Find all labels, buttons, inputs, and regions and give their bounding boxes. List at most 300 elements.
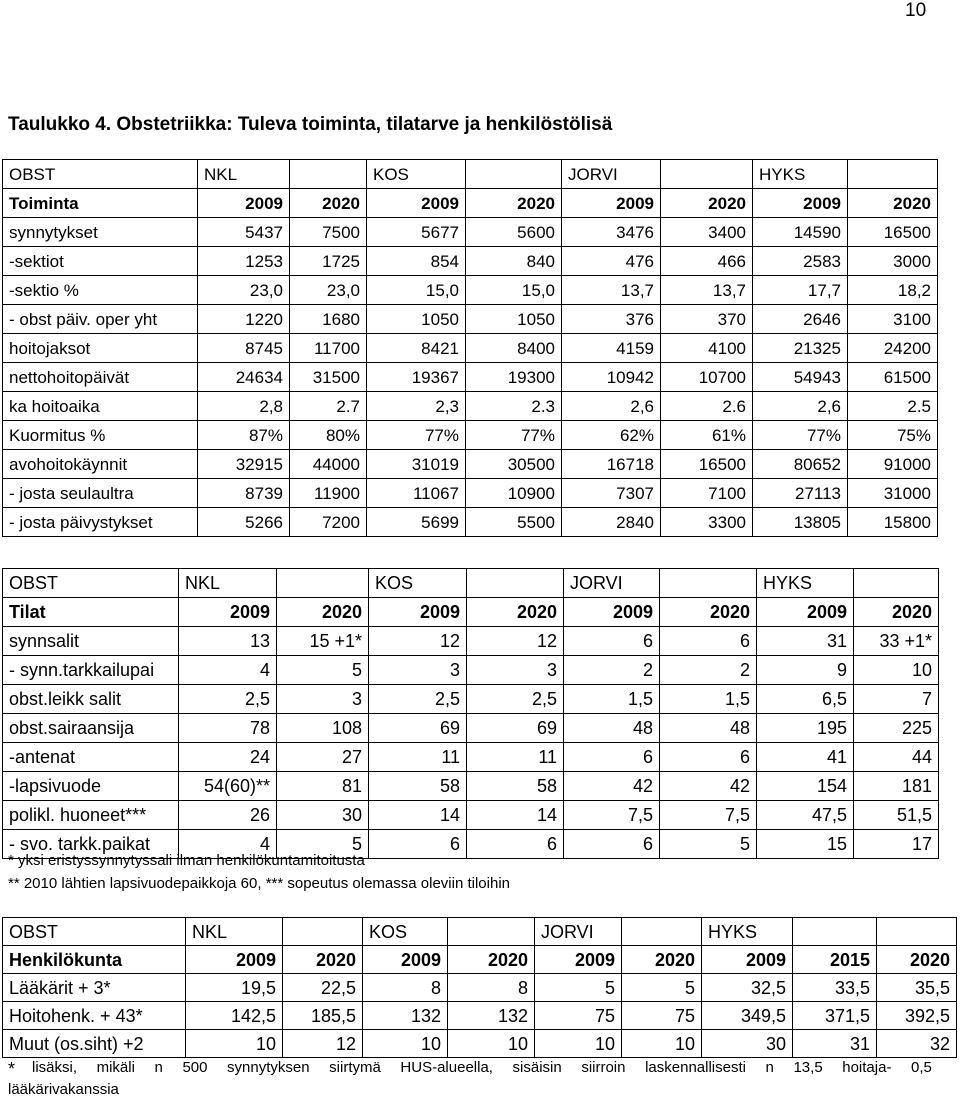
- table-row: [3, 685, 939, 714]
- year-cell: 2009: [198, 189, 290, 218]
- value-cell: 42: [660, 772, 757, 801]
- footnote-word: 0,5: [911, 1059, 932, 1076]
- header-cell: [660, 569, 757, 598]
- value-cell: 30: [277, 801, 369, 830]
- value-cell: 32: [877, 1030, 957, 1058]
- value-cell: 376: [562, 305, 661, 334]
- header-cell: HYKS: [753, 160, 848, 189]
- header-row: [3, 569, 939, 598]
- footnote-word: laskennallisesti: [645, 1059, 746, 1076]
- value-cell: 75: [622, 1002, 702, 1030]
- header-cell: [448, 918, 535, 946]
- value-cell: 10: [535, 1030, 622, 1058]
- row-label: nettohoitopäivät: [3, 363, 198, 392]
- value-cell: 1680: [290, 305, 367, 334]
- footnote-line-1: [32, 1059, 932, 1076]
- value-cell: 3100: [848, 305, 938, 334]
- year-cell: 2020: [854, 598, 939, 627]
- value-cell: 11067: [367, 479, 466, 508]
- value-cell: 3000: [848, 247, 938, 276]
- value-cell: 5: [277, 656, 369, 685]
- value-cell: 31019: [367, 450, 466, 479]
- value-cell: 6: [564, 830, 660, 859]
- value-cell: 466: [661, 247, 753, 276]
- value-cell: 19,5: [186, 974, 283, 1002]
- value-cell: 185,5: [283, 1002, 363, 1030]
- table-row: [3, 1030, 957, 1058]
- value-cell: 2,3: [367, 392, 466, 421]
- value-cell: 42: [564, 772, 660, 801]
- value-cell: 14: [369, 801, 467, 830]
- footnote-word: n: [154, 1059, 163, 1076]
- value-cell: 16718: [562, 450, 661, 479]
- value-cell: 47,5: [757, 801, 854, 830]
- year-cell: 2020: [877, 946, 957, 974]
- value-cell: 6: [660, 743, 757, 772]
- value-cell: 44: [854, 743, 939, 772]
- row-label: Muut (os.siht) +2: [3, 1030, 186, 1058]
- year-cell: 2020: [622, 946, 702, 974]
- year-cell: 2020: [448, 946, 535, 974]
- value-cell: 2,5: [467, 685, 564, 714]
- value-cell: 392,5: [877, 1002, 957, 1030]
- section-label: Toiminta: [3, 189, 198, 218]
- value-cell: 7500: [290, 218, 367, 247]
- value-cell: 77%: [753, 421, 848, 450]
- value-cell: 18,2: [848, 276, 938, 305]
- value-cell: 48: [564, 714, 660, 743]
- row-label: synnsalit: [3, 627, 179, 656]
- row-label: - josta seulaultra: [3, 479, 198, 508]
- value-cell: 30500: [466, 450, 562, 479]
- year-cell: 2020: [283, 946, 363, 974]
- header-row: [3, 918, 957, 946]
- value-cell: 33 +1*: [854, 627, 939, 656]
- header-cell: [622, 918, 702, 946]
- footnote-word: 500: [182, 1059, 208, 1076]
- row-label: -sektio %: [3, 276, 198, 305]
- value-cell: 2583: [753, 247, 848, 276]
- header-cell: [277, 569, 369, 598]
- year-cell: 2009: [757, 598, 854, 627]
- table-row: [3, 276, 938, 305]
- table-row: [3, 1002, 957, 1030]
- row-label: - josta päivystykset: [3, 508, 198, 537]
- header-cell: [661, 160, 753, 189]
- value-cell: 4: [179, 830, 277, 859]
- row-label: polikl. huoneet***: [3, 801, 179, 830]
- value-cell: 2.7: [290, 392, 367, 421]
- value-cell: 16500: [661, 450, 753, 479]
- value-cell: 181: [854, 772, 939, 801]
- value-cell: 6: [369, 830, 467, 859]
- row-label: - svo. tarkk.paikat: [3, 830, 179, 859]
- value-cell: 58: [369, 772, 467, 801]
- year-cell: 2009: [369, 598, 467, 627]
- value-cell: 3476: [562, 218, 661, 247]
- value-cell: 77%: [466, 421, 562, 450]
- header-row: [3, 160, 938, 189]
- header-cell-obst: OBST: [3, 160, 198, 189]
- row-label: - synn.tarkkailupai: [3, 656, 179, 685]
- value-cell: 108: [277, 714, 369, 743]
- value-cell: 2: [660, 656, 757, 685]
- value-cell: 11: [369, 743, 467, 772]
- value-cell: 3: [467, 656, 564, 685]
- value-cell: 5437: [198, 218, 290, 247]
- value-cell: 8739: [198, 479, 290, 508]
- year-cell: 2009: [753, 189, 848, 218]
- table-row: [3, 421, 938, 450]
- header-cell: NKL: [186, 918, 283, 946]
- value-cell: 3300: [661, 508, 753, 537]
- header-cell: JORVI: [535, 918, 622, 946]
- value-cell: 27: [277, 743, 369, 772]
- year-cell: 2009: [363, 946, 448, 974]
- value-cell: 78: [179, 714, 277, 743]
- header-cell: KOS: [363, 918, 448, 946]
- value-cell: 2,5: [369, 685, 467, 714]
- header-cell: [793, 918, 877, 946]
- row-label: -sektiot: [3, 247, 198, 276]
- footnote-word: 13,5: [793, 1059, 823, 1076]
- table-row: [3, 772, 939, 801]
- value-cell: 2,5: [179, 685, 277, 714]
- value-cell: 13805: [753, 508, 848, 537]
- year-cell: 2009: [367, 189, 466, 218]
- page-number: 10: [905, 0, 927, 21]
- value-cell: 8400: [466, 334, 562, 363]
- value-cell: 30: [702, 1030, 793, 1058]
- footnote-word: lisäksi,: [32, 1059, 78, 1076]
- value-cell: 6: [564, 743, 660, 772]
- value-cell: 4159: [562, 334, 661, 363]
- value-cell: 17,7: [753, 276, 848, 305]
- value-cell: 61%: [661, 421, 753, 450]
- value-cell: 16500: [848, 218, 938, 247]
- value-cell: 2.6: [661, 392, 753, 421]
- value-cell: 132: [448, 1002, 535, 1030]
- table-row: [3, 305, 938, 334]
- footnote-word: sisäisin: [512, 1059, 562, 1076]
- value-cell: 6: [467, 830, 564, 859]
- row-label: Lääkärit + 3*: [3, 974, 186, 1002]
- value-cell: 19300: [466, 363, 562, 392]
- section-label: Henkilökunta: [3, 946, 186, 974]
- value-cell: 6,5: [757, 685, 854, 714]
- value-cell: 24: [179, 743, 277, 772]
- table-row: [3, 508, 938, 537]
- value-cell: 62%: [562, 421, 661, 450]
- year-cell: 2020: [848, 189, 938, 218]
- value-cell: 2,8: [198, 392, 290, 421]
- value-cell: 11900: [290, 479, 367, 508]
- value-cell: 3: [369, 656, 467, 685]
- row-label: obst.leikk salit: [3, 685, 179, 714]
- table-row: [3, 450, 938, 479]
- table-row: [3, 479, 938, 508]
- value-cell: 7,5: [660, 801, 757, 830]
- row-label: ka hoitoaika: [3, 392, 198, 421]
- year-cell: 2020: [467, 598, 564, 627]
- value-cell: 6: [564, 627, 660, 656]
- value-cell: 476: [562, 247, 661, 276]
- table-title: Taulukko 4. Obstetriikka: Tuleva toiminta, tilatarve ja henkilöstölisä: [8, 114, 613, 135]
- footnote-word: siirroin: [581, 1059, 626, 1076]
- value-cell: 132: [363, 1002, 448, 1030]
- value-cell: 11: [467, 743, 564, 772]
- value-cell: 33,5: [793, 974, 877, 1002]
- value-cell: 80%: [290, 421, 367, 450]
- value-cell: 87%: [198, 421, 290, 450]
- value-cell: 14: [467, 801, 564, 830]
- value-cell: 13: [179, 627, 277, 656]
- value-cell: 15: [757, 830, 854, 859]
- value-cell: 142,5: [186, 1002, 283, 1030]
- year-cell: 2009: [535, 946, 622, 974]
- table-row: [3, 334, 938, 363]
- value-cell: 371,5: [793, 1002, 877, 1030]
- value-cell: 58: [467, 772, 564, 801]
- value-cell: 10: [186, 1030, 283, 1058]
- footnote-word: synnytyksen: [227, 1059, 310, 1076]
- value-cell: 7307: [562, 479, 661, 508]
- value-cell: 22,5: [283, 974, 363, 1002]
- value-cell: 12: [283, 1030, 363, 1058]
- value-cell: 195: [757, 714, 854, 743]
- table-row: [3, 363, 938, 392]
- footnote-word: n: [765, 1059, 774, 1076]
- table-row: [3, 714, 939, 743]
- value-cell: 31: [793, 1030, 877, 1058]
- value-cell: 10: [448, 1030, 535, 1058]
- value-cell: 1220: [198, 305, 290, 334]
- value-cell: 7,5: [564, 801, 660, 830]
- facilities-table: [2, 568, 939, 859]
- table-row: [3, 801, 939, 830]
- value-cell: 32915: [198, 450, 290, 479]
- value-cell: 8: [448, 974, 535, 1002]
- value-cell: 75: [535, 1002, 622, 1030]
- value-cell: 5: [622, 974, 702, 1002]
- row-label: obst.sairaansija: [3, 714, 179, 743]
- table-row: [3, 392, 938, 421]
- value-cell: 2.5: [848, 392, 938, 421]
- value-cell: 11700: [290, 334, 367, 363]
- value-cell: 27113: [753, 479, 848, 508]
- header-cell: KOS: [367, 160, 466, 189]
- header-cell: [877, 918, 957, 946]
- value-cell: 5500: [466, 508, 562, 537]
- value-cell: 23,0: [290, 276, 367, 305]
- value-cell: 10942: [562, 363, 661, 392]
- value-cell: 10: [854, 656, 939, 685]
- header-cell: JORVI: [564, 569, 660, 598]
- year-row: [3, 946, 957, 974]
- year-cell: 2020: [660, 598, 757, 627]
- year-cell: 2009: [562, 189, 661, 218]
- value-cell: 7200: [290, 508, 367, 537]
- value-cell: 2646: [753, 305, 848, 334]
- value-cell: 1725: [290, 247, 367, 276]
- value-cell: 370: [661, 305, 753, 334]
- header-cell: NKL: [198, 160, 290, 189]
- header-cell: [848, 160, 938, 189]
- year-cell: 2020: [290, 189, 367, 218]
- value-cell: 8745: [198, 334, 290, 363]
- value-cell: 5677: [367, 218, 466, 247]
- row-label: Kuormitus %: [3, 421, 198, 450]
- value-cell: 19367: [367, 363, 466, 392]
- value-cell: 15 +1*: [277, 627, 369, 656]
- value-cell: 2,6: [562, 392, 661, 421]
- staff-table: [2, 917, 957, 1058]
- year-cell: 2009: [179, 598, 277, 627]
- value-cell: 10700: [661, 363, 753, 392]
- value-cell: 48: [660, 714, 757, 743]
- value-cell: 12: [467, 627, 564, 656]
- value-cell: 32,5: [702, 974, 793, 1002]
- value-cell: 91000: [848, 450, 938, 479]
- row-label: -lapsivuode: [3, 772, 179, 801]
- value-cell: 1,5: [660, 685, 757, 714]
- year-row: [3, 598, 939, 627]
- value-cell: 15800: [848, 508, 938, 537]
- footnote-word: siirtymä: [329, 1059, 381, 1076]
- row-label: -antenat: [3, 743, 179, 772]
- value-cell: 13,7: [562, 276, 661, 305]
- value-cell: 1050: [466, 305, 562, 334]
- year-cell: 2009: [702, 946, 793, 974]
- header-cell-obst: OBST: [3, 918, 186, 946]
- row-label: - obst päiv. oper yht: [3, 305, 198, 334]
- value-cell: 35,5: [877, 974, 957, 1002]
- year-cell: 2020: [661, 189, 753, 218]
- value-cell: 51,5: [854, 801, 939, 830]
- value-cell: 31500: [290, 363, 367, 392]
- value-cell: 2,6: [753, 392, 848, 421]
- header-cell: HYKS: [702, 918, 793, 946]
- value-cell: 7100: [661, 479, 753, 508]
- footnote-star: *: [8, 1059, 16, 1079]
- footnote-word: HUS-alueella,: [400, 1059, 493, 1076]
- row-label: hoitojaksot: [3, 334, 198, 363]
- value-cell: 349,5: [702, 1002, 793, 1030]
- value-cell: 12: [369, 627, 467, 656]
- value-cell: 225: [854, 714, 939, 743]
- value-cell: 6: [660, 627, 757, 656]
- year-cell: 2015: [793, 946, 877, 974]
- value-cell: 41: [757, 743, 854, 772]
- value-cell: 75%: [848, 421, 938, 450]
- header-cell: [854, 569, 939, 598]
- value-cell: 24200: [848, 334, 938, 363]
- value-cell: 80652: [753, 450, 848, 479]
- value-cell: 31: [757, 627, 854, 656]
- value-cell: 1253: [198, 247, 290, 276]
- section-label: Tilat: [3, 598, 179, 627]
- value-cell: 3: [277, 685, 369, 714]
- value-cell: 24634: [198, 363, 290, 392]
- value-cell: 69: [467, 714, 564, 743]
- value-cell: 5266: [198, 508, 290, 537]
- row-label: avohoitokäynnit: [3, 450, 198, 479]
- footnote-word: hoitaja-: [842, 1059, 892, 1076]
- value-cell: 23,0: [198, 276, 290, 305]
- value-cell: 5699: [367, 508, 466, 537]
- value-cell: 4: [179, 656, 277, 685]
- header-cell: [466, 160, 562, 189]
- year-cell: 2009: [186, 946, 283, 974]
- value-cell: 2.3: [466, 392, 562, 421]
- table-row: [3, 627, 939, 656]
- value-cell: 17: [854, 830, 939, 859]
- footnote-line-2: lääkärivakanssia: [8, 1081, 119, 1098]
- value-cell: 4100: [661, 334, 753, 363]
- header-cell: [283, 918, 363, 946]
- table-row: [3, 974, 957, 1002]
- value-cell: 5: [277, 830, 369, 859]
- year-cell: 2020: [466, 189, 562, 218]
- value-cell: 5: [660, 830, 757, 859]
- value-cell: 7: [854, 685, 939, 714]
- year-cell: 2020: [277, 598, 369, 627]
- facilities-note-1: * yksi eristyssynnytyssali ilman henkilökuntamitoitusta: [8, 852, 365, 869]
- value-cell: 5: [535, 974, 622, 1002]
- facilities-note-2: ** 2010 lähtien lapsivuodepaikkoja 60, *** sopeutus olemassa oleviin tiloihin: [8, 875, 510, 892]
- table-row: [3, 218, 938, 247]
- row-label: Hoitohenk. + 43*: [3, 1002, 186, 1030]
- value-cell: 13,7: [661, 276, 753, 305]
- header-cell: [467, 569, 564, 598]
- year-row: [3, 189, 938, 218]
- footnote-word: mikäli: [96, 1059, 135, 1076]
- value-cell: 14590: [753, 218, 848, 247]
- table-row: [3, 743, 939, 772]
- value-cell: 69: [369, 714, 467, 743]
- value-cell: 840: [466, 247, 562, 276]
- value-cell: 81: [277, 772, 369, 801]
- header-cell: HYKS: [757, 569, 854, 598]
- value-cell: 61500: [848, 363, 938, 392]
- value-cell: 26: [179, 801, 277, 830]
- value-cell: 10: [622, 1030, 702, 1058]
- table-row: [3, 656, 939, 685]
- value-cell: 15,0: [466, 276, 562, 305]
- value-cell: 31000: [848, 479, 938, 508]
- value-cell: 44000: [290, 450, 367, 479]
- value-cell: 21325: [753, 334, 848, 363]
- value-cell: 2840: [562, 508, 661, 537]
- value-cell: 10900: [466, 479, 562, 508]
- value-cell: 1,5: [564, 685, 660, 714]
- value-cell: 54943: [753, 363, 848, 392]
- value-cell: 9: [757, 656, 854, 685]
- value-cell: 8: [363, 974, 448, 1002]
- value-cell: 10: [363, 1030, 448, 1058]
- value-cell: 154: [757, 772, 854, 801]
- value-cell: 77%: [367, 421, 466, 450]
- header-cell: KOS: [369, 569, 467, 598]
- header-cell: [290, 160, 367, 189]
- value-cell: 8421: [367, 334, 466, 363]
- value-cell: 5600: [466, 218, 562, 247]
- header-cell-obst: OBST: [3, 569, 179, 598]
- row-label: synnytykset: [3, 218, 198, 247]
- year-cell: 2009: [564, 598, 660, 627]
- activity-table: [2, 159, 938, 537]
- header-cell: NKL: [179, 569, 277, 598]
